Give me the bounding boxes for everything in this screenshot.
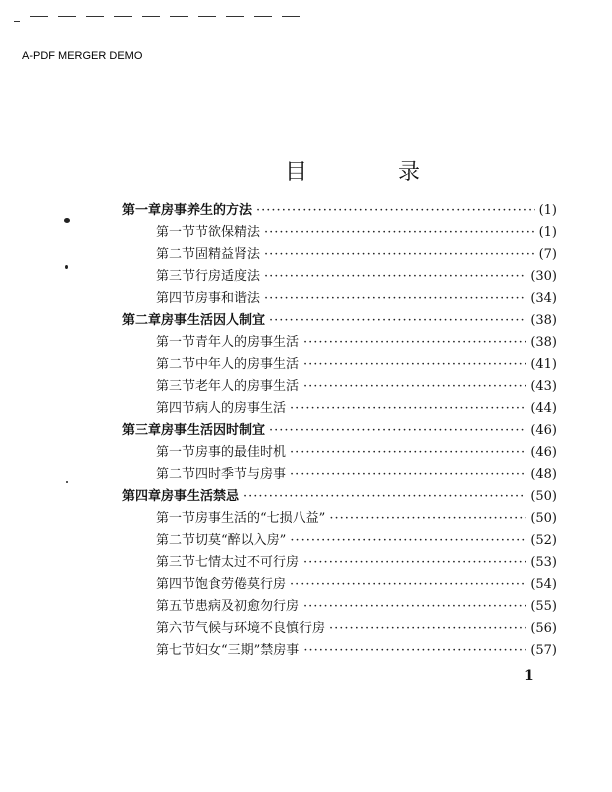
dot-leader — [329, 508, 526, 530]
toc-entry-title: 房事生活因时制宜 — [161, 423, 266, 438]
dot-leader — [264, 244, 535, 266]
dot-leader — [303, 552, 526, 574]
dot-leader — [290, 574, 526, 596]
toc-page-number: (1) — [538, 203, 557, 218]
toc-section-row — [122, 398, 557, 420]
toc-entry-number: 第二章 — [122, 313, 162, 328]
dot-leader — [269, 420, 526, 442]
dot-leader — [290, 464, 526, 486]
dot-leader — [290, 442, 526, 464]
toc-section-row — [122, 222, 557, 244]
toc-section-row — [122, 354, 557, 376]
scan-speck — [64, 218, 70, 223]
toc-page-number: (55) — [530, 599, 557, 614]
toc-entry-title: 固精益肾法 — [195, 247, 261, 262]
toc-page-number: (53) — [530, 555, 557, 570]
toc-page-number: (46) — [530, 445, 557, 460]
toc-entry-title: 妇女“三期”禁房事 — [195, 643, 300, 658]
toc-page-number: (46) — [530, 423, 557, 438]
toc-entry-title: 房事的最佳时机 — [195, 445, 287, 460]
toc-entry-number: 第三章 — [122, 423, 162, 438]
toc-entry-title: 饱食劳倦莫行房 — [195, 577, 287, 592]
dot-leader — [303, 376, 526, 398]
toc-chapter-row — [122, 420, 557, 442]
dot-leader — [303, 332, 526, 354]
toc-section-row — [122, 552, 557, 574]
toc-page-number: (30) — [530, 269, 557, 284]
toc-entry-title: 患病及初愈勿行房 — [195, 599, 300, 614]
toc-entry-title: 青年人的房事生活 — [195, 335, 300, 350]
toc-entry-number: 第一节 — [156, 511, 196, 526]
toc-page-number: (52) — [530, 533, 557, 548]
dot-leader — [264, 222, 535, 244]
toc-entry-number: 第四节 — [156, 577, 196, 592]
toc-chapter-row — [122, 200, 557, 222]
toc-entry-number: 第四章 — [122, 489, 162, 504]
dot-leader — [243, 486, 526, 508]
toc-entry-number: 第三节 — [156, 379, 196, 394]
toc-entry-number: 第三节 — [156, 269, 196, 284]
toc-entry-number: 第二节 — [156, 247, 196, 262]
toc-section-row — [122, 442, 557, 464]
dot-leader — [256, 200, 535, 222]
toc-page-number: (43) — [530, 379, 557, 394]
toc-page-number: (1) — [538, 225, 557, 240]
toc-section-row — [122, 376, 557, 398]
toc-page-number: (7) — [538, 247, 557, 262]
toc-entry-title: 节欲保精法 — [195, 225, 261, 240]
toc-entry-title: 中年人的房事生活 — [195, 357, 300, 372]
toc-page-number: (57) — [530, 643, 557, 658]
dot-leader — [290, 398, 526, 420]
toc-entry-number: 第五节 — [156, 599, 196, 614]
toc-chapter-row — [122, 310, 557, 332]
scan-speck — [66, 481, 68, 483]
dot-leader — [290, 530, 526, 552]
toc-entry-number: 第二节 — [156, 467, 196, 482]
toc-entry-title: 行房适度法 — [195, 269, 261, 284]
toc-entry-title: 房事养生的方法 — [161, 203, 253, 218]
toc-page-number: (54) — [530, 577, 557, 592]
toc-entry-title: 四时季节与房事 — [195, 467, 287, 482]
watermark: A-PDF MERGER DEMO — [22, 50, 143, 62]
dot-leader — [264, 266, 526, 288]
scan-speck — [65, 265, 68, 269]
toc-entry-title: 气候与环境不良慎行房 — [195, 621, 326, 636]
toc-section-row — [122, 508, 557, 530]
toc-section-row — [122, 266, 557, 288]
toc-entry-title: 房事生活因人制宜 — [161, 313, 266, 328]
table-of-contents — [122, 200, 557, 662]
page-number: 1 — [524, 668, 534, 684]
toc-entry-number: 第三节 — [156, 555, 196, 570]
toc-entry-title: 切莫“醉以入房” — [195, 533, 287, 548]
toc-entry-number: 第一章 — [122, 203, 162, 218]
toc-entry-title: 房事和谐法 — [195, 291, 261, 306]
toc-section-row — [122, 574, 557, 596]
toc-entry-number: 第六节 — [156, 621, 196, 636]
toc-section-row — [122, 640, 557, 662]
toc-section-row — [122, 332, 557, 354]
toc-entry-title: 房事生活禁忌 — [161, 489, 240, 504]
toc-entry-title: 七情太过不可行房 — [195, 555, 300, 570]
toc-entry-number: 第四节 — [156, 401, 196, 416]
toc-entry-number: 第七节 — [156, 643, 196, 658]
dot-leader — [329, 618, 526, 640]
dot-leader — [269, 310, 526, 332]
toc-section-row — [122, 244, 557, 266]
toc-entry-number: 第一节 — [156, 225, 196, 240]
toc-page-number: (38) — [530, 313, 557, 328]
toc-entry-title: 病人的房事生活 — [195, 401, 287, 416]
toc-entry-title: 老年人的房事生活 — [195, 379, 300, 394]
dot-leader — [303, 640, 526, 662]
toc-entry-number: 第一节 — [156, 445, 196, 460]
toc-section-row — [122, 596, 557, 618]
toc-entry-number: 第二节 — [156, 533, 196, 548]
toc-page-number: (48) — [530, 467, 557, 482]
dot-leader — [264, 288, 526, 310]
toc-entry-number: 第二节 — [156, 357, 196, 372]
dashed-header-rule — [14, 10, 304, 22]
toc-page-number: (41) — [530, 357, 557, 372]
dot-leader — [303, 354, 526, 376]
toc-section-row — [122, 530, 557, 552]
toc-section-row — [122, 464, 557, 486]
toc-page-number: (44) — [530, 401, 557, 416]
toc-page-number: (38) — [530, 335, 557, 350]
toc-section-row — [122, 288, 557, 310]
toc-section-row — [122, 618, 557, 640]
toc-page-number: (34) — [530, 291, 557, 306]
toc-entry-number: 第一节 — [156, 335, 196, 350]
toc-chapter-row — [122, 486, 557, 508]
toc-page-number: (50) — [530, 511, 557, 526]
toc-entry-title: 房事生活的“七损八益” — [195, 511, 326, 526]
toc-entry-number: 第四节 — [156, 291, 196, 306]
toc-page-number: (50) — [530, 489, 557, 504]
page-title: 目 录 — [285, 159, 462, 185]
toc-page-number: (56) — [530, 621, 557, 636]
dot-leader — [303, 596, 526, 618]
